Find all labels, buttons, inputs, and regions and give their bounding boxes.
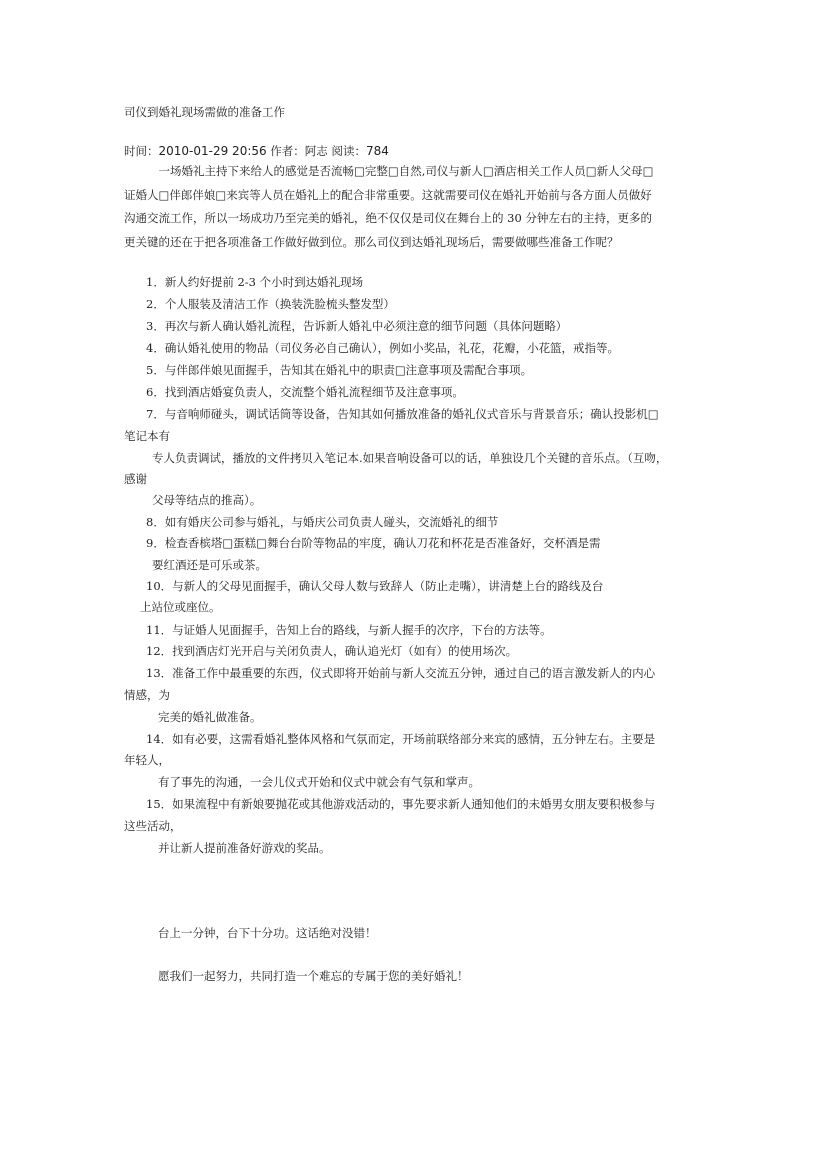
list-item-continuation: 有了事先的沟通，一会儿仪式开始和仪式中就会有气氛和掌声。 xyxy=(158,775,480,789)
list-item: 14．如有必要，这需看婚礼整体风格和气氛而定，开场前联络部分来宾的感情，五分钟左右。主要是 xyxy=(146,732,656,746)
list-item-continuation: 父母等结点的推高）。 xyxy=(152,493,262,507)
list-item-continuation: 笔记本有 xyxy=(124,429,170,443)
list-item: 7．与音响师碰头，调试话筒等设备，告知其如何播放准备的婚礼仪式音乐与背景音乐；确认投影机□ xyxy=(146,407,659,421)
intro-line: 证婚人□伴郎伴娘□来宾等人员在婚礼上的配合非常重要。这就需要司仪在婚礼开始前与各方面人员做好 xyxy=(124,188,652,202)
list-item: 8．如有婚庆公司参与婚礼，与婚庆公司负责人碰头，交流婚礼的细节 xyxy=(146,515,499,529)
time-value: 2010-01-29 20:56 xyxy=(158,144,267,158)
document-meta xyxy=(124,143,389,159)
list-item: 1．新人约好提前 2-3 个小时到达婚礼现场 xyxy=(146,275,364,289)
list-item: 4．确认婚礼使用的物品（司仪务必自己确认），例如小奖品，礼花，花瓣，小花篮，戒指等。 xyxy=(146,341,620,355)
list-item: 12．找到酒店灯光开启与关闭负责人，确认追光灯（如有）的使用场次。 xyxy=(146,644,518,658)
list-item: 11．与证婚人见面握手，告知上台的路线，与新人握手的次序，下台的方法等。 xyxy=(146,623,552,637)
document-title: 司仪到婚礼现场需做的准备工作 xyxy=(124,105,285,119)
list-item-continuation: 年轻人， xyxy=(124,753,170,767)
time-label: 时间： xyxy=(124,144,159,158)
intro-line: 一场婚礼主持下来给人的感觉是否流畅□完整□自然,司仪与新人□酒店相关工作人员□新人父母□ xyxy=(124,164,654,178)
closing-line: 愿我们一起努力，共同打造一个难忘的专属于您的美好婚礼！ xyxy=(158,969,469,983)
read-count: 784 xyxy=(365,144,389,158)
list-item-continuation: 感谢 xyxy=(124,472,147,486)
list-item: 9．检查香槟塔□蛋糕□舞台台阶等物品的牢度，确认刀花和杯花是否准备好，交杯酒是需 xyxy=(146,536,601,550)
author-value: 阿志 xyxy=(304,144,328,158)
list-item: 3．再次与新人确认婚礼流程，告诉新人婚礼中必须注意的细节问题（具体问题略） xyxy=(146,319,568,333)
read-label: 阅读： xyxy=(331,144,366,158)
list-item-continuation: 上站位或座位。 xyxy=(140,600,221,614)
author-label: 作者： xyxy=(270,144,305,158)
closing-line: 台上一分钟，台下十分功。这话绝对没错！ xyxy=(158,926,377,940)
list-item-continuation: 完美的婚礼做准备。 xyxy=(158,710,262,724)
list-item: 13．准备工作中最重要的东西，仪式即将开始前与新人交流五分钟，通过自己的语言激发新人的内心 xyxy=(146,666,656,680)
list-item-continuation: 专人负责调试，播放的文件拷贝入笔记本.如果音响设备可以的话，单独设几个关键的音乐点。（互吻， xyxy=(152,451,668,465)
list-item-continuation: 并让新人提前准备好游戏的奖品。 xyxy=(158,841,331,855)
list-item-continuation: 情感，为 xyxy=(124,688,170,702)
list-item: 2．个人服装及清洁工作（换装洗脸梳头整发型） xyxy=(146,297,395,311)
list-item: 5．与伴郎伴娘见面握手，告知其在婚礼中的职责□注意事项及需配合事项。 xyxy=(146,363,533,377)
intro-line: 更关键的还在于把各项准备工作做好做到位。那么司仪到达婚礼现场后，需要做哪些准备工作呢？ xyxy=(124,235,619,249)
list-item: 10．与新人的父母见面握手，确认父母人数与致辞人（防止走嘴），讲清楚上台的路线及台 xyxy=(146,579,604,593)
list-item: 15．如果流程中有新娘要抛花或其他游戏活动的，事先要求新人通知他们的未婚男女朋友要积极参与 xyxy=(146,797,656,811)
list-item: 6．找到酒店婚宴负责人，交流整个婚礼流程细节及注意事项。 xyxy=(146,385,464,399)
list-item-continuation: 要红酒还是可乐或茶。 xyxy=(152,558,267,572)
list-item-continuation: 这些活动， xyxy=(124,819,182,833)
intro-line: 沟通交流工作，所以一场成功乃至完美的婚礼，绝不仅仅是司仪在舞台上的 30 分钟左右的主持，更多的 xyxy=(124,211,652,225)
